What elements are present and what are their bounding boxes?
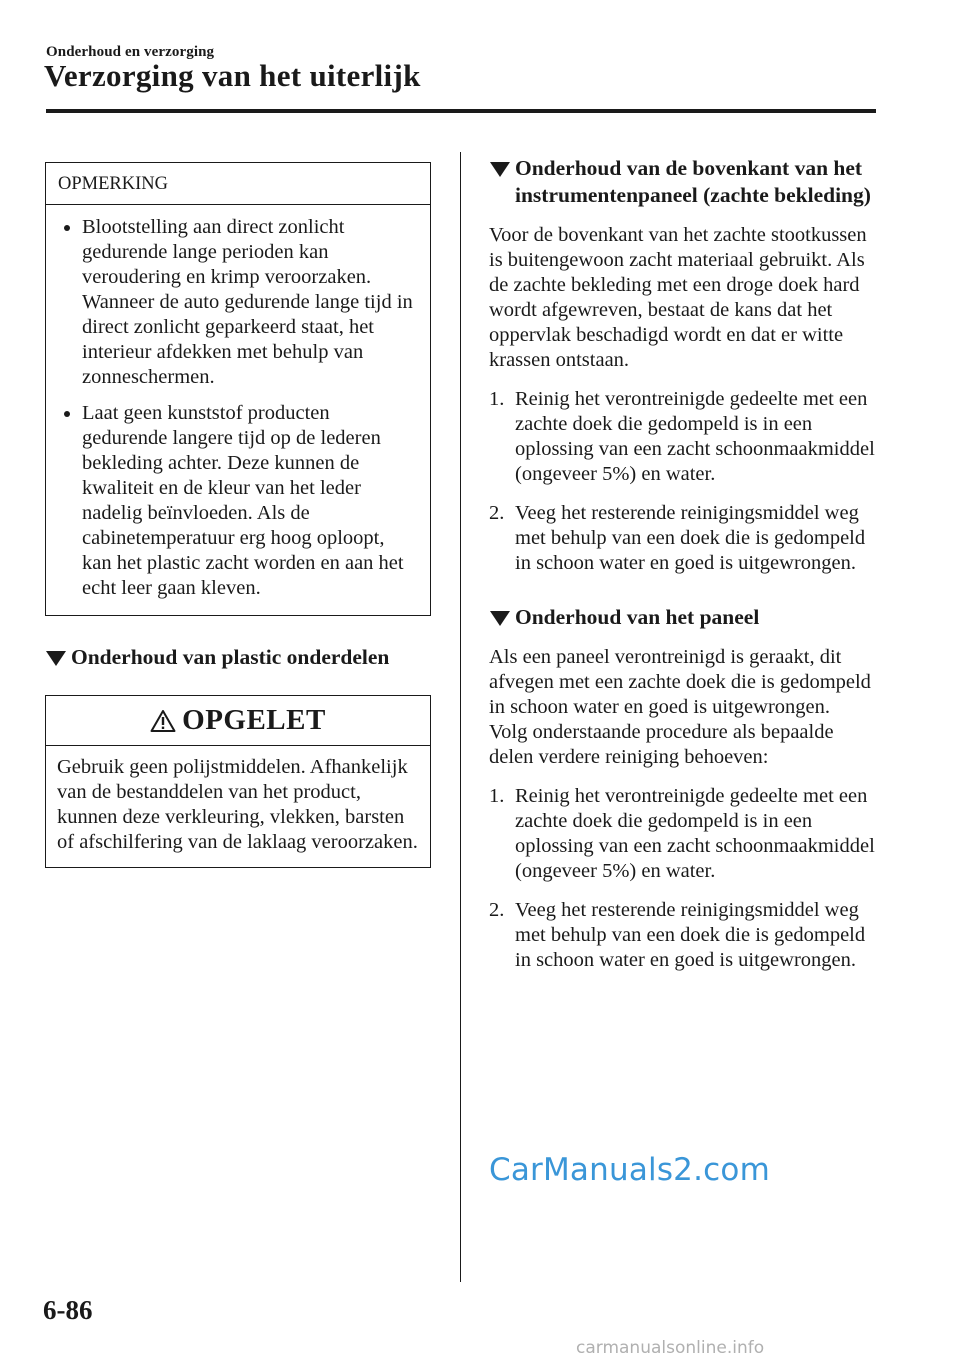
note-item xyxy=(58,401,418,601)
panel-section-heading-text: Onderhoud van het paneel xyxy=(515,605,760,629)
step-text: Reinig het verontreinigde gedeelte met een zachte doek die gedompeld is in een oplossing van een zacht schoonmaakmiddel (ongeveer 5%) en water. xyxy=(515,785,875,882)
step-number: 1. xyxy=(489,388,505,410)
note-item-text: Blootstelling aan direct zonlicht gedurende lange perioden kan veroudering en krimp veroorzaken. Wanneer de auto gedurende lange tijd in direct zonlicht geparkeerd staat, het interieur afdekken met behulp van zonneschermen. xyxy=(82,216,413,388)
triangle-down-icon xyxy=(490,611,510,626)
step-number: 1. xyxy=(489,785,505,807)
dashboard-step xyxy=(489,501,879,576)
watermark: CarManuals2.com xyxy=(489,1152,770,1188)
plastic-section-heading-text: Onderhoud van plastic onderdelen xyxy=(71,645,390,669)
page-title: Verzorging van het uiterlijk xyxy=(44,58,421,93)
triangle-down-icon xyxy=(490,162,510,177)
step-number: 2. xyxy=(489,899,505,921)
dashboard-intro: Voor de bovenkant van het zachte stootkussen is buitengewoon zacht materiaal gebruikt. Als de zachte bekleding met een droge doek hard wordt afgewreven, bestaat de kans dat het oppervlak beschadigd wordt en dat er witte krassen ontstaan. xyxy=(489,224,867,371)
step-number: 2. xyxy=(489,502,505,524)
step-text: Veeg het resterende reinigingsmiddel weg met behulp van een doek die is gedompeld in schoon water en goed is uitgewrongen. xyxy=(515,899,866,971)
triangle-down-icon xyxy=(46,651,66,666)
section-label: Onderhoud en verzorging xyxy=(46,44,215,60)
caution-title: OPGELET xyxy=(182,704,326,736)
panel-step xyxy=(489,784,879,884)
step-text: Veeg het resterende reinigingsmiddel weg met behulp van een doek die is gedompeld in schoon water en goed is uitgewrongen. xyxy=(515,502,866,574)
dashboard-step xyxy=(489,387,879,487)
note-item-text: Laat geen kunststof producten gedurende langere tijd op de lederen bekleding achter. Deze kunnen de kwaliteit en de kleur van het leder nadelig beïnvloeden. Als de cabinetemperatuur erg hoog oploopt, kan het plastic zacht worden en aan het echt leer gaan kleven. xyxy=(82,402,404,599)
warning-triangle-icon xyxy=(150,709,176,733)
caution-box xyxy=(45,695,431,868)
column-divider xyxy=(460,152,461,1282)
panel-step xyxy=(489,898,879,973)
note-item xyxy=(58,215,418,390)
title-rule xyxy=(46,109,876,113)
bullet-icon xyxy=(64,225,70,231)
dashboard-section-heading-text: Onderhoud van de bovenkant van het instrumentenpaneel (zachte bekleding) xyxy=(515,156,871,207)
panel-intro-2: Volg onderstaande procedure als bepaalde delen verdere reiniging behoeven: xyxy=(489,721,834,768)
dashboard-section-heading xyxy=(489,155,879,209)
footer-watermark: carmanualsonline.info xyxy=(576,1338,765,1358)
left-column xyxy=(45,162,431,868)
bullet-icon xyxy=(64,411,70,417)
caution-text: Gebruik geen polijstmiddelen. Afhankelijk van de bestanddelen van het product, kunnen deze verkleuring, vlekken, barsten of afschilfering van de laklaag veroorzaken. xyxy=(57,756,418,853)
note-heading: OPMERKING xyxy=(46,163,430,205)
page-number: 6-86 xyxy=(43,1295,93,1325)
note-body xyxy=(46,205,430,615)
step-text: Reinig het verontreinigde gedeelte met een zachte doek die gedompeld is in een oplossing van een zacht schoonmaakmiddel (ongeveer 5%) en water. xyxy=(515,388,875,485)
right-column xyxy=(489,155,879,973)
note-box xyxy=(45,162,431,616)
panel-section-heading xyxy=(489,604,879,631)
plastic-section-heading xyxy=(45,644,431,671)
panel-intro: Als een paneel verontreinigd is geraakt, dit afvegen met een zachte doek die is gedompeld in schoon water en goed is uitgewrongen. xyxy=(489,646,871,718)
caution-header xyxy=(46,696,430,746)
